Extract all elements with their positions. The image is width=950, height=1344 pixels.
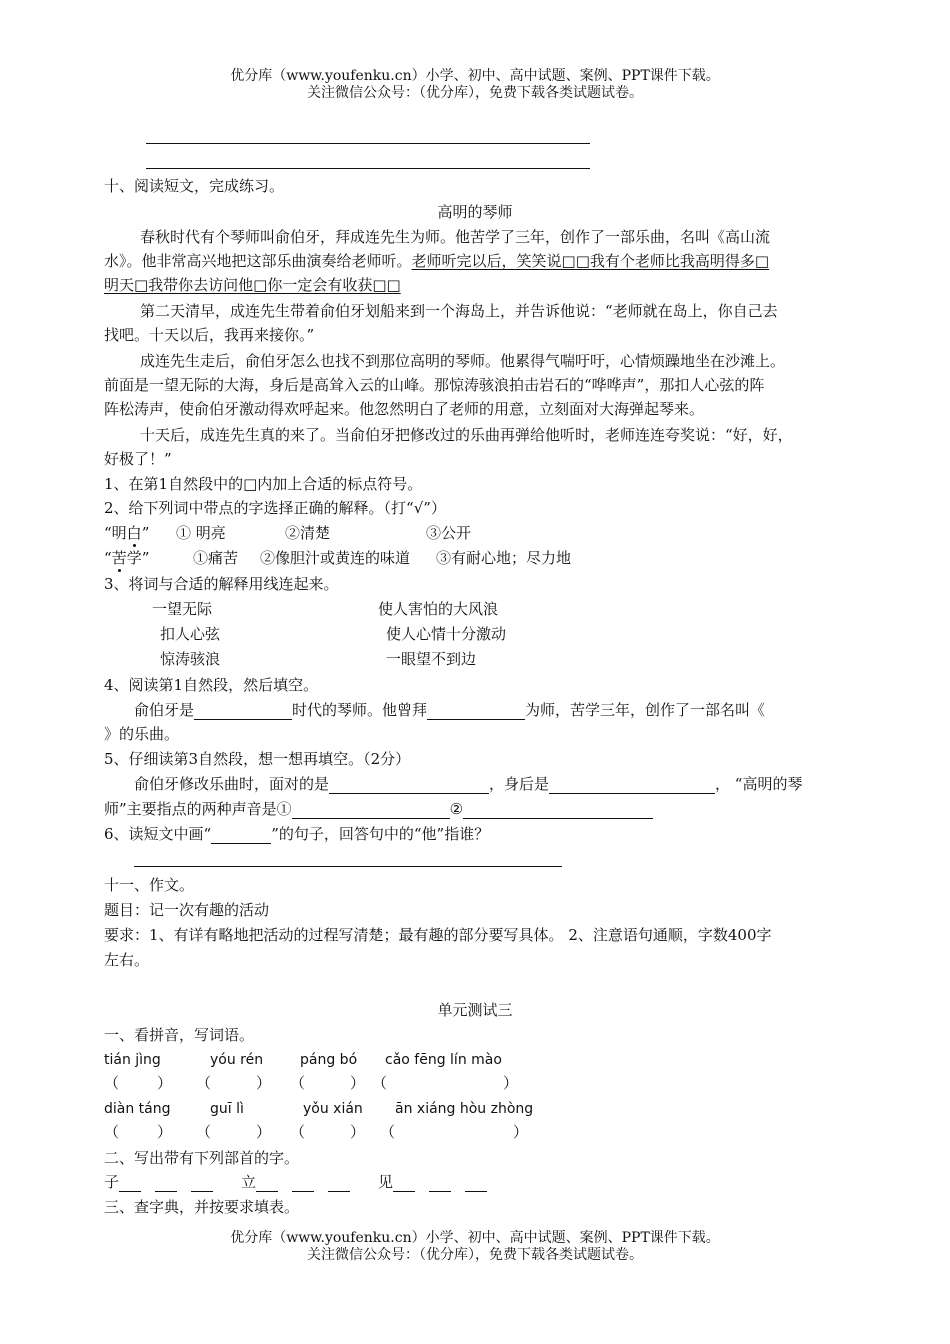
unit-3-section-1: 一、看拼音，写词语。 (104, 1026, 255, 1044)
fill-blank[interactable] (393, 1174, 415, 1192)
q2-word-2-option-3: ③有耐心地；尽力地 (436, 549, 572, 567)
pinyin-3: páng bó (300, 1052, 358, 1068)
fill-blank[interactable] (427, 702, 525, 720)
q2-word-1-option-3: ③公开 (426, 524, 472, 542)
answer-paren[interactable]: （ ） (104, 1123, 173, 1141)
q2-word-2-part: “ (104, 549, 112, 567)
q2-word-1-option-1: ① 明亮 (176, 524, 226, 542)
answer-paren[interactable]: （ ） (196, 1074, 272, 1092)
unit-3-section-2: 二、写出带有下列部首的字。 (104, 1149, 300, 1167)
underline-sample (211, 826, 271, 844)
answer-paren[interactable]: （ ） (290, 1123, 366, 1141)
pinyin-8: ān xiáng hòu zhòng (395, 1101, 534, 1117)
q3-word-1: 一望无际 (152, 600, 213, 618)
q2-word-1-part: ” (141, 524, 150, 542)
fill-blank[interactable] (194, 702, 292, 720)
question-6 (104, 824, 489, 844)
paragraph-3-line-1: 成连先生走后，俞伯牙怎么也找不到那位高明的琴师。他累得气喘吁吁，心情烦躁地坐在沙滩上。 (140, 352, 786, 370)
q3-def-2: 使人心情十分激动 (386, 625, 507, 643)
unit-3-title: 单元测试三 (437, 1001, 513, 1019)
q3-word-3: 惊涛骇浪 (160, 650, 221, 668)
footer-line-2: 关注微信公众号：（优分库），免费下载各类试题试卷。 (307, 1247, 643, 1263)
essay-requirements: 要求：1、有详有略地把活动的过程写清楚；最有趣的部分要写具体。 2、注意语句通顺，字数400字 (104, 926, 772, 944)
unit-3-section-3: 三、查字典，并按要求填表。 (104, 1198, 300, 1216)
q5-text: ，身后是 (489, 775, 550, 793)
answer-paren[interactable]: （ ） (372, 1074, 519, 1092)
answer-paren[interactable]: （ ） (104, 1074, 173, 1092)
fill-blank[interactable] (119, 1174, 141, 1192)
q5-text: ， “高明的琴 (715, 775, 803, 793)
q3-def-3: 一眼望不到边 (386, 650, 477, 668)
q3-word-2: 扣人心弦 (160, 625, 221, 643)
fill-blank[interactable] (292, 1174, 314, 1192)
fill-blank[interactable] (465, 1174, 487, 1192)
fill-blank[interactable] (429, 1174, 451, 1192)
fill-blank[interactable] (549, 776, 715, 794)
paragraph-3-line-3: 阵松涛声，使俞伯牙激动得欢呼起来。他忽然明白了老师的用意，立刻面对大海弹起琴来。 (104, 400, 705, 418)
essay-requirements-cont: 左右。 (104, 951, 150, 969)
fill-blank[interactable] (256, 1174, 278, 1192)
page-footer (0, 1230, 950, 1264)
fill-blank[interactable] (155, 1174, 177, 1192)
q5-fill-line-1 (134, 774, 802, 794)
q5-text: ② (449, 800, 464, 818)
question-4: 4、阅读第1自然段，然后填空。 (104, 676, 319, 694)
header-line-1: 优分库（www.youfenku.cn）小学、初中、高中试题、案例、PPT课件下载。 (230, 68, 720, 84)
radical-2: 立 (241, 1173, 257, 1191)
answer-line (146, 143, 590, 144)
footer-line-1: 优分库（www.youfenku.cn）小学、初中、高中试题、案例、PPT课件下载。 (230, 1230, 720, 1246)
question-3: 3、将词与合适的解释用线连起来。 (104, 575, 339, 593)
pinyin-2: yóu rén (210, 1052, 264, 1068)
q2-word-1-part: “明 (104, 524, 127, 542)
pinyin-4: cǎo fēng lín mào (385, 1052, 502, 1068)
pinyin-7: yǒu xián (303, 1101, 363, 1117)
section-10-title: 十、阅读短文，完成练习。 (104, 177, 285, 195)
q5-text: 俞伯牙修改乐曲时，面对的是 (134, 775, 330, 793)
q4-fill-line-2: 》的乐曲。 (104, 725, 180, 743)
passage-title: 高明的琴师 (437, 203, 513, 221)
pinyin-1: tián jìng (104, 1052, 161, 1068)
answer-paren[interactable]: （ ） (380, 1123, 529, 1141)
paragraph-2-line-1: 第二天清早，成连先生带着俞伯牙划船来到一个海岛上，并告诉他说：“老师就在岛上，你自己去 (140, 302, 778, 320)
q6-text: 6、读短文中画“ (104, 825, 212, 843)
paragraph-4-line-1: 十天后，成连先生真的来了。当俞伯牙把修改过的乐曲再弹给他听时，老师连连夸奖说：“好，好， (140, 426, 793, 444)
essay-topic: 题目：记一次有趣的活动 (104, 901, 270, 919)
paragraph-1-line-2 (104, 251, 769, 271)
question-2: 2、给下列词中带点的字选择正确的解释。（打“√”） (104, 499, 446, 517)
q4-fill-line (134, 700, 765, 720)
q3-def-1: 使人害怕的大风浪 (378, 600, 499, 618)
fill-blank[interactable] (191, 1174, 213, 1192)
paragraph-1-line-1: 春秋时代有个琴师叫俞伯牙，拜成连先生为师。他苦学了三年，创作了一部乐曲，名叫《高山流 (140, 228, 771, 246)
pinyin-5: diàn táng (104, 1101, 171, 1117)
q6-text: ”的句子，回答句中的“他”指谁？ (271, 825, 490, 843)
paragraph-3-line-2: 前面是一望无际的大海，身后是高耸入云的山峰。那惊涛骇浪拍击岩石的“哗哗声”，那扣人心弦的阵 (104, 376, 765, 394)
underlined-sentence: 老师听完以后，笑笑说□□我有个老师比我高明得多□ (411, 252, 770, 270)
answer-line (134, 866, 562, 867)
q2-word-2-option-2: ②像胆汁或黄连的味道 (260, 549, 411, 567)
q5-text: 师”主要指点的两种声音是① (104, 800, 292, 818)
question-1: 1、在第1自然段中的□内加上合适的标点符号。 (104, 475, 423, 493)
radical-1: 子 (104, 1173, 120, 1191)
q5-fill-line-2 (104, 799, 653, 819)
radical-3: 见 (378, 1173, 394, 1191)
dotted-char: 白 (126, 524, 142, 542)
fill-blank[interactable] (329, 776, 489, 794)
q2-word-2-option-1: ①痛苦 (193, 549, 239, 567)
q2-word-2-part: 学” (126, 549, 150, 567)
q2-word-2 (104, 548, 149, 568)
q4-text: 时代的琴师。他曾拜 (292, 701, 428, 719)
q4-text: 俞伯牙是 (134, 701, 195, 719)
radical-row (104, 1172, 487, 1192)
answer-line (146, 168, 590, 169)
q2-word-1 (104, 523, 149, 543)
question-5: 5、仔细读第3自然段，想一想再填空。（2分） (104, 750, 411, 768)
fill-blank[interactable] (463, 801, 653, 819)
paragraph-1-line-3 (104, 275, 401, 295)
q2-word-1-option-2: ②清楚 (285, 524, 331, 542)
paragraph-4-line-2: 好极了！” (104, 450, 172, 468)
header-line-2: 关注微信公众号：（优分库），免费下载各类试题试卷。 (307, 85, 643, 101)
underlined-sentence-cont: 明天□我带你去访问他□你一定会有收获□□ (104, 276, 401, 294)
answer-paren[interactable]: （ ） (290, 1074, 366, 1092)
dotted-char: 苦 (111, 549, 127, 567)
q4-text: 为师，苦学三年，创作了一部名叫《 (525, 701, 766, 719)
paragraph-1-text: 水》。他非常高兴地把这部乐曲演奏给老师听。 (104, 252, 412, 270)
paragraph-2-line-2: 找吧。十天以后，我再来接你。” (104, 326, 315, 344)
fill-blank[interactable] (292, 801, 450, 819)
pinyin-6: guī lì (210, 1101, 244, 1117)
fill-blank[interactable] (328, 1174, 350, 1192)
answer-paren[interactable]: （ ） (196, 1123, 272, 1141)
page-header (0, 68, 950, 102)
section-11-title: 十一、作文。 (104, 876, 195, 894)
